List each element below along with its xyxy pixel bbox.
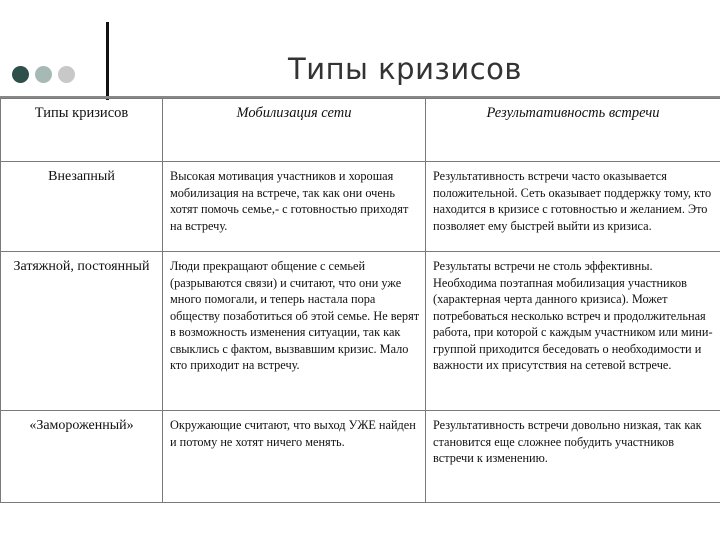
table-row xyxy=(1,411,720,503)
header-mobilization: Мобилизация сети xyxy=(163,99,426,162)
cell-mobilization: Окружающие считают, что выход УЖЕ найден и потому не хотят ничего менять. xyxy=(163,411,426,503)
cell-mobilization: Высокая мотивация участников и хорошая мобилизация на встрече, так как они очень хотят помочь семье,- с готовностью приходят на встречу. xyxy=(163,162,426,252)
table-row xyxy=(1,162,720,252)
cell-type: Внезапный xyxy=(1,162,163,252)
cell-type: «Замороженный» xyxy=(1,411,163,503)
header-crisis-type: Типы кризисов xyxy=(1,99,163,162)
dot-light xyxy=(58,66,75,83)
cell-type: Затяжной, постоянный xyxy=(1,252,163,411)
decorative-dots xyxy=(12,66,75,83)
table-header-row xyxy=(1,99,720,162)
dot-dark xyxy=(12,66,29,83)
vertical-divider xyxy=(106,22,109,100)
cell-result: Результативность встречи довольно низкая, так как становится еще сложнее побудить участников встречи к изменению. xyxy=(426,411,720,503)
cell-result: Результаты встречи не столь эффективны. Необходима поэтапная мобилизация участников (характерная черта данного кризиса). Может потребоваться несколько встреч и продолжительная работа, при которой с каждым участником или мини-группой приходится беседовать о необходимости и важности их присутствия на сетевой встрече. xyxy=(426,252,720,411)
cell-result: Результативность встречи часто оказывается положительной. Сеть оказывает поддержку тому, кто находится в кризисе с готовностью и желанием. Это позволяет ему быстрей выйти из кризиса. xyxy=(426,162,720,252)
cell-mobilization: Люди прекращают общение с семьей (разрываются связи) и считают, что они уже много помогали, и теперь настала пора обществу позаботиться об этой семье. Не верят в возможность изменения ситуации, так как свыклись с фактом, вызвавшим кризис. Мало кто приходит на встречу. xyxy=(163,252,426,411)
crisis-types-table xyxy=(0,98,720,503)
slide-title: Типы кризисов xyxy=(288,52,522,86)
header-result: Результативность встречи xyxy=(426,99,720,162)
dot-medium xyxy=(35,66,52,83)
table-row xyxy=(1,252,720,411)
